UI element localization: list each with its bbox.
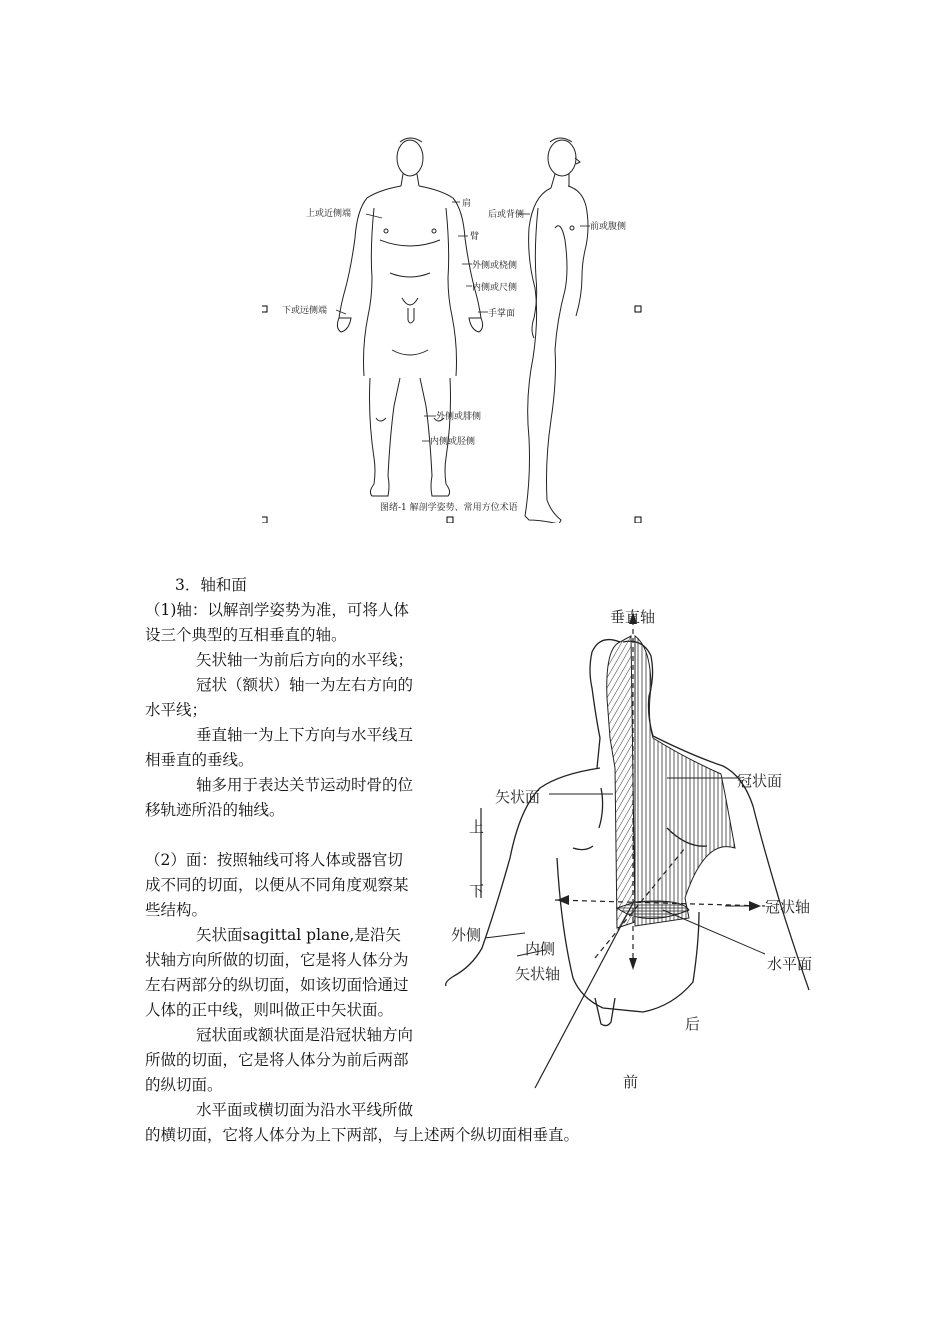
label-upper-proximal: 上或近侧端 — [306, 209, 352, 219]
paragraph-line: 左右两部分的纵切面，如该切面恰通过 — [145, 976, 409, 994]
section-heading: 3．轴和面 — [175, 576, 247, 594]
sagittal-plane-shading — [607, 636, 635, 928]
paragraph-line: 状轴方向所做的切面，它是将人体分为 — [145, 951, 409, 969]
coronal-plane-shading — [635, 636, 735, 926]
label-palm: 手掌面 — [488, 309, 516, 319]
label-posterior-dorsal: 后或背侧 — [488, 210, 525, 220]
figure1-caption: 图绪-1 解剖学姿势、常用方位术语 — [380, 503, 518, 513]
anterior-posterior-line — [535, 903, 633, 1088]
axes-planes-figure — [445, 598, 830, 1098]
paragraph-line: 人体的正中线，则叫做正中矢状面。 — [145, 1001, 394, 1019]
label-medial: 内侧 — [525, 940, 556, 958]
label-lateral: 外侧 — [451, 926, 482, 944]
paragraph-line: 的横切面，它将人体分为上下两部，与上述两个纵切面相垂直。 — [145, 1126, 580, 1144]
anatomical-position-figure — [262, 128, 642, 523]
label-sagittal-axis: 矢状轴 — [515, 965, 561, 983]
label-medial-ulnar: 内侧或尺侧 — [472, 283, 518, 293]
label-arm: 臂 — [470, 232, 480, 242]
label-anterior-ventral: 前或腹侧 — [590, 222, 627, 232]
paragraph-line: 水平线； — [145, 701, 208, 719]
label-shoulder: 肩 — [462, 199, 472, 209]
paragraph-line: 相垂直的垂线。 — [145, 751, 254, 769]
paragraph-line: 所做的切面，它是将人体分为前后两部 — [145, 1051, 409, 1069]
paragraph-line: 成不同的切面，以便从不同角度观察某 — [145, 876, 409, 894]
label-posterior: 后 — [685, 1015, 701, 1033]
anatomical-position-illustration — [262, 128, 642, 523]
paragraph-line: 冠状面或额状面是沿冠状轴方向 — [196, 1026, 414, 1044]
paragraph-line: 轴多用于表达关节运动时骨的位 — [196, 776, 414, 794]
label-lateral-fibular: 外侧或腓侧 — [436, 412, 482, 422]
label-vertical-axis: 垂直轴 — [610, 608, 656, 626]
paragraph-line: 冠状（额状）轴一为左右方向的 — [196, 676, 414, 694]
label-up: 上 — [469, 818, 485, 836]
paragraph-line: 矢状轴一为前后方向的水平线； — [196, 651, 414, 669]
paragraph-line: 垂直轴一为上下方向与水平线互 — [196, 726, 414, 744]
paragraph-line: 水平面或横切面为沿水平线所做 — [196, 1101, 414, 1119]
paragraph-line: 移轨迹所沿的轴线。 — [145, 801, 285, 819]
label-medial-tibial: 内侧或胫侧 — [430, 437, 476, 447]
side-body-figure — [525, 138, 588, 523]
label-sagittal-plane: 矢状面 — [495, 788, 541, 806]
label-lower-distal: 下或远侧端 — [282, 306, 328, 316]
label-horizontal-plane: 水平面 — [767, 955, 813, 973]
label-lateral-radial: 外侧或桡侧 — [472, 261, 518, 271]
paragraph-line: 矢状面sagittal plane,是沿矢 — [196, 926, 401, 944]
paragraph-line: （2）面：按照轴线可将人体或器官切 — [145, 851, 403, 869]
label-coronal-plane: 冠状面 — [737, 772, 783, 790]
paragraph-line: 的纵切面。 — [145, 1076, 223, 1094]
paragraph-line: 设三个典型的互相垂直的轴。 — [145, 626, 347, 644]
figure1-leader-lines — [336, 202, 590, 441]
paragraph-line: （1)轴：以解剖学姿势为准，可将人体 — [145, 601, 409, 619]
label-coronal-axis: 冠状轴 — [765, 898, 811, 916]
label-down: 下 — [469, 882, 485, 900]
paragraph-line: 些结构。 — [145, 901, 208, 919]
label-anterior: 前 — [623, 1073, 639, 1091]
axes-planes-illustration — [445, 598, 830, 1098]
